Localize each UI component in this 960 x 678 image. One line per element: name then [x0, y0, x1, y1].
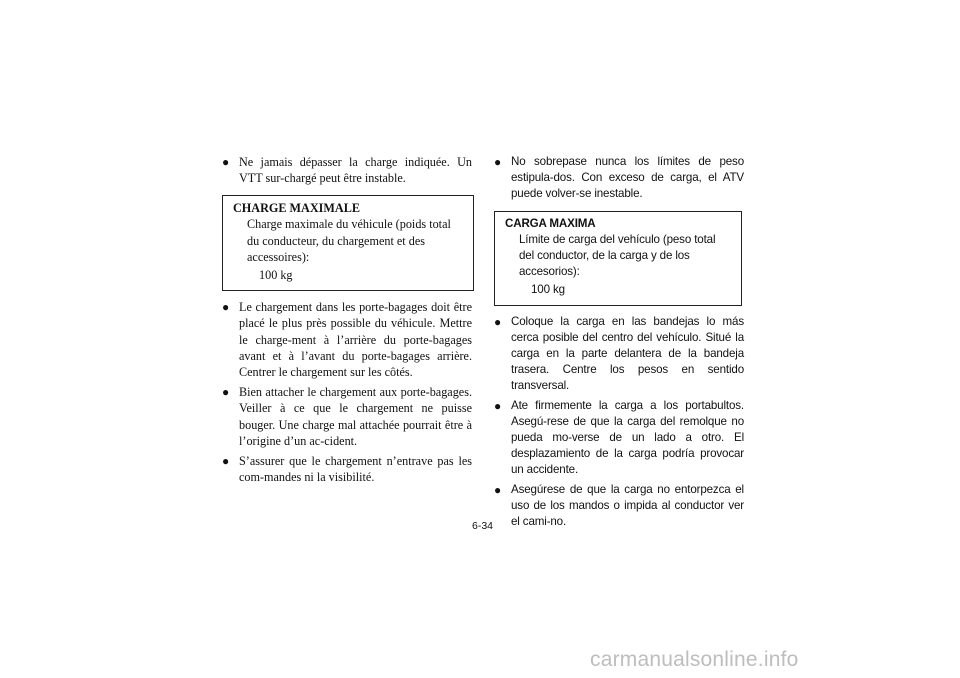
bullet-icon: ●: [494, 482, 502, 497]
bullet-text: Asegúrese de que la carga no entorpezca el uso de los mandos o impida al conductor ver el cami-no.: [511, 482, 744, 529]
box-value: 100 kg: [259, 268, 293, 283]
bullet-text: Le chargement dans les porte-bagages doit être placé le plus près possible du véhicule. Mettre le charge-ment à l’arrière du porte-bagages avant et à l’avant du porte-bagages arrière. Centrer le chargement sur les côtés.: [239, 299, 472, 380]
max-load-box: [494, 211, 742, 306]
bullet-text: Bien attacher le chargement aux porte-bagages. Veiller à ce que le chargement ne puisse bouger. Une charge mal attachée pourrait être à l’origine d’un ac-cident.: [239, 384, 472, 449]
box-title: CARGA MAXIMA: [505, 216, 596, 230]
box-text: Límite de carga del vehículo (peso total del conductor, de la carga y de los accesorios):: [519, 232, 716, 279]
bullet-icon: ●: [494, 155, 502, 169]
bullet-text: Coloque la carga en las bandejas lo más cerca posible del centro del vehículo. Situé la carga en la parte delantera de la bandeja trasera. Centre los pesos en sentido transversal.: [511, 314, 744, 393]
bullet-icon: ●: [222, 299, 230, 314]
list-item: [494, 398, 744, 479]
bullet-text: S’assurer que le chargement n’entrave pas les com-mandes ni la visibilité.: [239, 453, 472, 484]
bullet-text: Ne jamais dépasser la charge indiquée. Un VTT sur-chargé peut être instable.: [239, 155, 472, 186]
bullet-icon: ●: [494, 398, 502, 413]
bullet-icon: ●: [494, 314, 502, 329]
bullet-icon: ●: [222, 155, 230, 169]
list-item: [222, 299, 472, 381]
bullet-icon: ●: [222, 384, 230, 399]
bullet-icon: ●: [222, 453, 230, 468]
list-item: [222, 453, 472, 486]
list-item: [494, 482, 744, 531]
box-text: Charge maximale du véhicule (poids total du conducteur, du chargement et des accessoires):: [247, 217, 451, 265]
bullet-text: No sobrepase nunca los límites de peso estipula-dos. Con exceso de carga, el ATV puede volver-se inestable.: [511, 155, 744, 201]
list-item: [494, 154, 744, 203]
box-value: 100 kg: [531, 283, 565, 297]
list-item: [222, 154, 472, 187]
box-title: CHARGE MAXIMALE: [233, 200, 360, 215]
page-number: 6-34: [472, 520, 494, 532]
spanish-column: [494, 154, 744, 533]
french-column: [222, 154, 472, 488]
watermark: carmanualsonline.info: [590, 648, 799, 671]
list-item: [494, 314, 744, 395]
bullet-text: Ate firmemente la carga a los portabultos. Asegú-rese de que la carga del remolque no pueda mo-verse de un lado a otro. El desplazamiento de la carga podría provocar un accidente.: [511, 398, 744, 477]
list-item: [222, 384, 472, 450]
max-load-box: [222, 195, 474, 291]
